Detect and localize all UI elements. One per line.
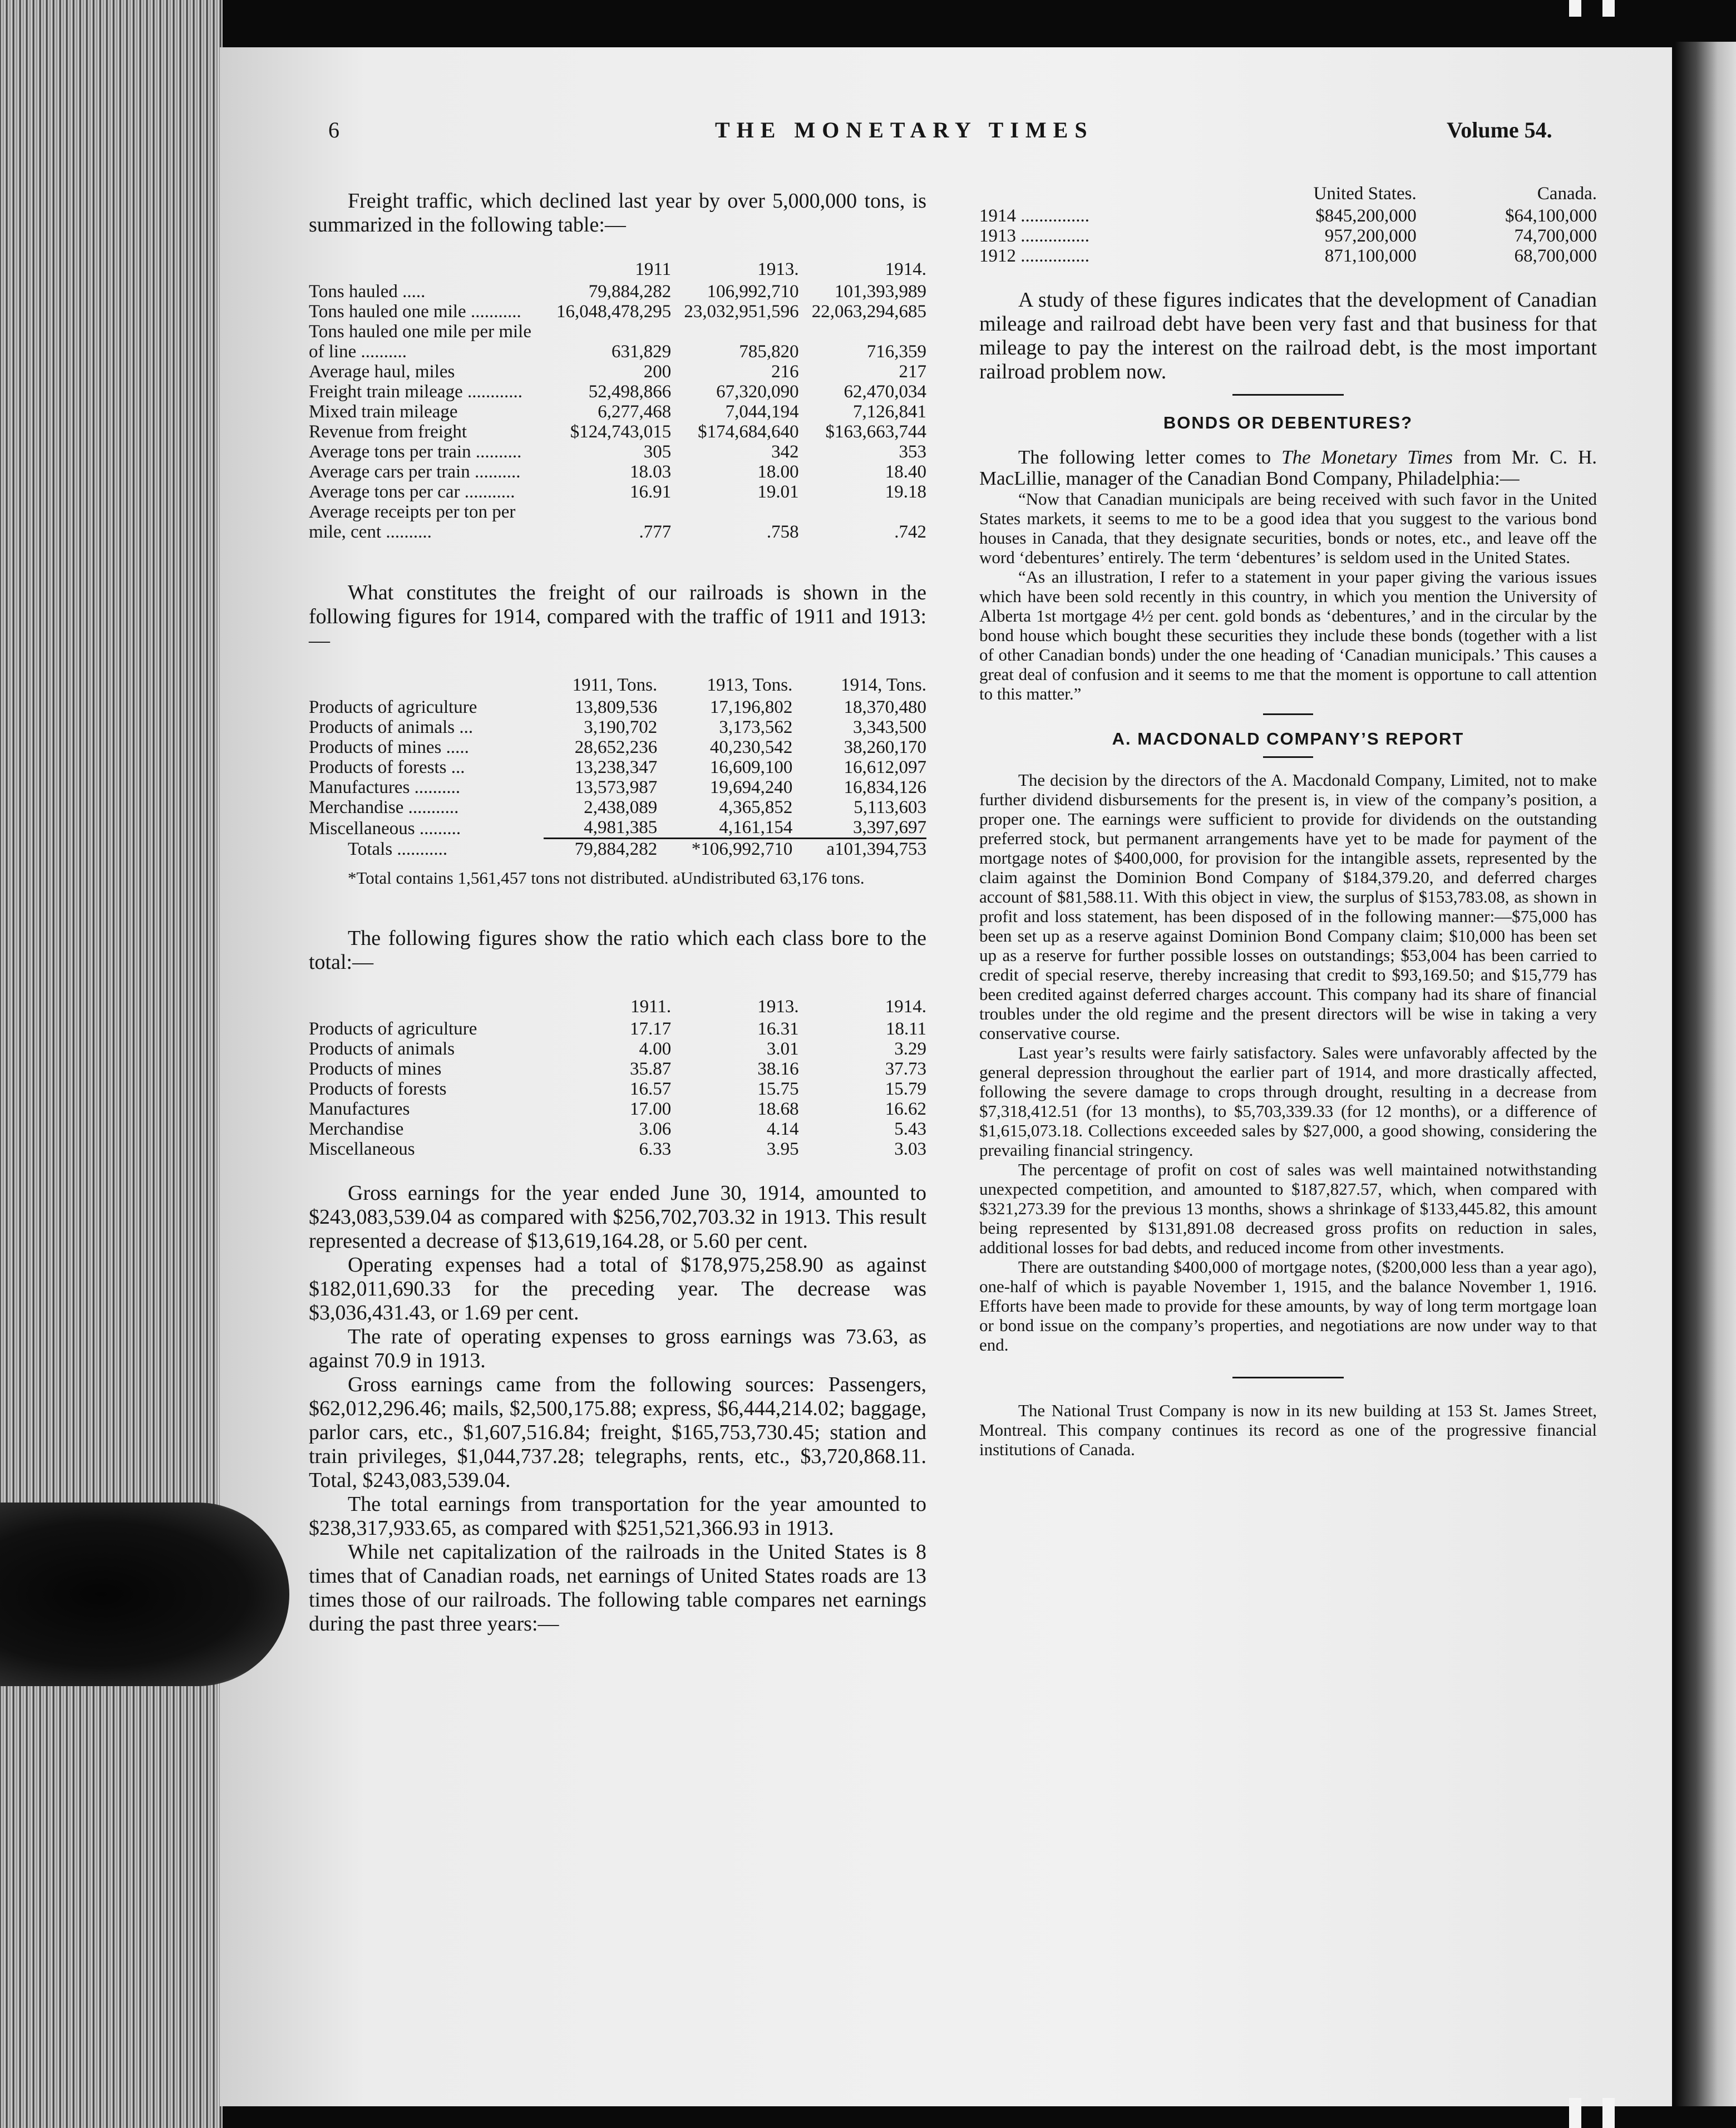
cell-value: 16.57 [629,1079,672,1099]
column-header: United States. [1313,184,1417,204]
body-paragraph: Gross earnings for the year ended June 30, 1914, amounted to $243,083,539.04 as compared with $256,702,703.32 in 1913. This result represented a decrease of $13,619,164.28, or 5.60 per cent. [309,1181,926,1253]
right-column [979,184,1597,1459]
report-paragraph: Last year’s results were fairly satisfactory. Sales were unfavorably affected by the general depression throughout the earlier part of 1914, and more drastically affected, following the severe damage to crops through drought, resulting in a decrease from $7,318,412.51 (for 13 months), to $5,703,339.33 (for 12 months), or a difference of $1,615,073.18. Collections exceeded sales by $27,000, a good showing, considering the prevailing financial stringency. [979,1043,1597,1160]
table-row [979,226,1597,246]
column-header: 1913, Tons. [707,675,793,695]
cell-value: $174,684,640 [698,422,799,442]
book-spine-edge [0,0,223,2128]
row-label: Products of mines [309,1059,442,1079]
cell-value: 216 [771,362,799,382]
cell-value: 3.01 [766,1039,799,1059]
table-header-row [309,997,926,1019]
row-label: Miscellaneous [309,1139,415,1159]
cell-value: 4,161,154 [719,817,793,838]
film-mark [1569,2098,1581,2128]
scanner-thumb-shadow [0,1503,289,1686]
cell-value: 16.31 [757,1019,799,1039]
cell-value: $124,743,015 [570,422,672,442]
cell-value: 3.29 [894,1039,926,1059]
table-row [309,737,926,757]
cell-value: 342 [771,442,799,462]
cell-value: 217 [899,362,926,382]
row-label: Miscellaneous ......... [309,818,461,839]
cell-value: 3,343,500 [853,717,926,737]
cell-value: $163,663,744 [825,422,926,442]
cell-value: 40,230,542 [709,737,793,757]
cell-value: $64,100,000 [1505,206,1597,226]
cell-value: 15.79 [885,1079,926,1099]
column-header: 1914, Tons. [841,675,926,695]
row-label: Merchandise ........... [309,797,459,817]
row-label: Products of mines ..... [309,737,469,757]
row-label: Tons hauled ..... [309,282,426,302]
cell-value: 305 [643,442,672,462]
cell-value: 23,032,951,596 [684,302,799,322]
cell-value: 74,700,000 [1514,226,1597,246]
cell-value: 3,397,697 [853,817,926,838]
cell-value: 79,884,282 [588,282,672,302]
cell-value: 16,612,097 [844,757,926,777]
row-label: Manufactures [309,1099,410,1119]
row-label: Average cars per train .......... [309,462,521,482]
row-label: Manufactures .......... [309,777,461,797]
divider [1263,713,1313,715]
total-value: 79,884,282 [544,839,657,860]
cell-value: 3.03 [894,1139,926,1159]
cell-value: 2,438,089 [584,797,658,817]
cell-value: .758 [766,522,799,542]
cell-value: 17.00 [629,1099,672,1119]
trust-paragraph: The National Trust Company is now in its new building at 153 St. James Street, Montreal. This company continues its record as one of the progressive financial institutions of Canada. [979,1401,1597,1459]
cell-value: 68,700,000 [1514,246,1597,266]
table-row [309,1139,926,1159]
publication-name: The Monetary Times [1281,446,1453,468]
row-label: Tons hauled one mile ........... [309,302,521,322]
cell-value: 957,200,000 [1324,226,1417,246]
cell-value: .777 [639,522,672,542]
cell-value: 17,196,802 [709,697,793,717]
cell-value: 101,393,989 [835,282,926,302]
cell-value: 785,820 [739,342,799,362]
traffic-table [309,259,926,542]
cell-value: 716,359 [866,342,926,362]
report-paragraph: The percentage of profit on cost of sales was well maintained notwithstanding unexpected competition, and amounted to $187,827.57, which, when compared with $321,273.39 for the previous 13 months, shows a shrinkage of $133,445.82, this amount being represented by $131,891.08 decreased gross profits on reduction in sales, additional losses for bad debts, and reduced income from other investments. [979,1160,1597,1257]
body-paragraph: The rate of operating expenses to gross earnings was 73.63, as against 70.9 in 1913. [309,1325,926,1372]
table-row [979,206,1597,226]
column-header: 1911. [630,997,672,1017]
totals-row [309,839,926,860]
cell-value: 38.16 [757,1059,799,1079]
row-label: Merchandise [309,1119,404,1139]
letter-paragraph: “Now that Canadian municipals are being received with such favor in the United States markets, it seems to me to be a good idea that you suggest to the various bond houses in Canada, that they designate securities, bonds or notes, etc., and leave off the word ‘debentures’ entirely. The term ‘debentures’ is seldom used in the United States. [979,489,1597,567]
cell-value: 6,277,468 [598,402,672,422]
table-row [309,697,926,717]
cell-value: 16,834,126 [844,777,926,797]
body-paragraph: The total earnings from transportation for the year amounted to $238,317,933.65, as compared with $251,521,366.93 in 1913. [309,1492,926,1540]
facing-page-edge [1675,42,1736,2106]
table-row [309,402,926,422]
cell-value: 16,048,478,295 [556,302,672,322]
cell-value: 13,573,987 [574,777,658,797]
column-header: 1911 [635,259,672,279]
cell-value: 106,992,710 [707,282,799,302]
cell-value: 28,652,236 [574,737,658,757]
cell-value: 13,238,347 [574,757,658,777]
cell-value: 18.11 [885,1019,926,1039]
row-label: 1913 ............... [979,226,1089,246]
row-label: Average tons per car ........... [309,482,515,502]
cell-value: 19,694,240 [709,777,793,797]
cell-value: 35.87 [629,1059,672,1079]
divider [1263,756,1313,758]
column-header: 1913. [757,259,799,279]
cell-value: 3.06 [639,1119,672,1139]
cell-value: 18,370,480 [844,697,926,717]
row-label: Products of agriculture [309,697,477,717]
table-row [309,282,926,302]
intro-paragraph: Freight traffic, which declined last year by over 5,000,000 tons, is summarized in the following table:— [309,189,926,237]
row-label: Average receipts per ton per mile, cent .......... [309,502,516,542]
freight-table [309,675,926,859]
table-row [309,502,926,542]
table-row [309,1119,926,1139]
total-value: *106,992,710 [657,839,792,860]
row-label: Tons hauled one mile per mile of line .......... [309,322,531,362]
column-header: 1914. [885,997,926,1017]
total-value: a101,394,753 [792,839,926,860]
table-row [309,1039,926,1059]
table-row [309,797,926,817]
study-paragraph: A study of these figures indicates that the development of Canadian mileage and railroad debt have been very fast and that business for that mileage to pay the interest on the railroad debt, is the most important railroad problem now. [979,288,1597,383]
macdonald-heading: A. MACDONALD COMPANY’S REPORT [1112,729,1464,748]
column-header: 1913. [757,997,799,1017]
left-column [309,189,926,1636]
cell-value: 3,190,702 [584,717,658,737]
row-label: Average haul, miles [309,362,455,382]
cell-value: 353 [899,442,926,462]
cell-value: 16,609,100 [709,757,793,777]
net-earnings-table [979,184,1597,266]
cell-value: 7,126,841 [853,402,926,422]
table-row [309,462,926,482]
table-row [309,1079,926,1099]
page-number: 6 [328,117,339,142]
report-paragraph: The decision by the directors of the A. Macdonald Company, Limited, not to make further dividend disbursements for the present is, in view of the company’s position, a proper one. The earnings were sufficient to provide for dividends on the outstanding preferred stock, but permanent arrangements have yet to be made for payment of the mortgage notes of $400,000, for provision for the intangible assets, represented by the claim against the Dominion Bond Company of $184,379.20, and deferred charges account of $81,588.11. With this object in view, the surplus of $153,783.08, as shown in profit and loss statement, has been disposed of in the following manner:—$75,000 has been set up as a reserve against Dominion Bond Company claim; $10,000 has been set up as a reserve for further possible losses on outstandings; $53,004 has been carried to credit of special reserve, thereby increasing that credit to $93,169.50; and $15,779 has been credited against deferred charges account. This company had its share of financial troubles under the old regime and the present directors will be wise in taking a very conservative course. [979,770,1597,1043]
row-label: Average tons per train .......... [309,442,522,462]
cell-value: 15.75 [757,1079,799,1099]
table-row [309,1019,926,1039]
table-row [979,246,1597,266]
row-label: Products of forests [309,1079,447,1099]
body-paragraph: Operating expenses had a total of $178,975,258.90 as against $182,011,690.33 for the preceding year. The decrease was $3,036,431.43, or 1.69 per cent. [309,1253,926,1324]
cell-value: 18.68 [757,1099,799,1119]
freight-intro-paragraph: What constitutes the freight of our railroads is shown in the following figures for 1914, compared with the traffic of 1911 and 1913:— [309,581,926,652]
table-row [309,817,926,839]
column-header: 1911, Tons. [572,675,658,695]
divider [1232,1377,1344,1378]
cell-value: 38,260,170 [844,737,926,757]
cell-value: 18.03 [629,462,672,482]
row-label: Freight train mileage ............ [309,382,522,402]
table-row [309,442,926,462]
cell-value: 62,470,034 [844,382,926,402]
cell-value: 3,173,562 [719,717,793,737]
film-mark [1602,0,1615,17]
row-label: Products of animals ... [309,717,474,737]
cell-value: 19.18 [885,482,926,502]
ratio-intro-paragraph: The following figures show the ratio which each class bore to the total:— [309,927,926,974]
cell-value: 631,829 [611,342,672,362]
cell-value: 5,113,603 [854,797,926,817]
footnote: *Total contains 1,561,457 tons not distributed. aUndistributed 63,176 tons. [348,868,865,888]
row-label: 1912 ............... [979,246,1089,266]
film-mark [1602,2098,1615,2128]
cell-value: 16.91 [629,482,672,502]
row-label: Products of forests ... [309,757,465,777]
table-header-row [979,184,1597,206]
row-label: Products of agriculture [309,1019,477,1039]
cell-value: 200 [643,362,672,382]
table-header-row [309,259,926,282]
cell-value: 4.00 [639,1039,672,1059]
report-paragraph: There are outstanding $400,000 of mortgage notes, ($200,000 less than a year ago), one-half of which is payable November 1, 1915, and the balance November 1, 1916. Efforts have been made to provide for these amounts, by way of long term mortgage loan or bond issue on the company’s properties, and negotiations are now under way to that end. [979,1257,1597,1354]
cell-value: 18.40 [885,462,926,482]
cell-value: 4,981,385 [584,817,658,838]
left-body-text [309,1181,926,1636]
letter-paragraph: “As an illustration, I refer to a statement in your paper giving the various issues which have been sold recently in this country, in which you mention the University of Alberta 1st mortgage 4½ per cent. gold bonds as ‘debentures,’ and in the circular by the bond house which bought these securities they include these bonds (together with a list of other Canadian bonds) under the one heading of ‘Canadian municipals.’ This causes a great deal of confusion and it seems to me that the moment is opportune to call attention to this matter.” [979,567,1597,703]
table-row [309,757,926,777]
film-mark [1569,0,1581,17]
cell-value: 37.73 [885,1059,926,1079]
cell-value: 19.01 [757,482,799,502]
table-row [309,302,926,322]
cell-value: 4,365,852 [719,797,793,817]
table-header-row [309,675,926,697]
table-row [309,1099,926,1119]
row-label: 1914 ............... [979,206,1089,226]
cell-value: 7,044,194 [725,402,799,422]
body-paragraph: Gross earnings came from the following sources: Passengers, $62,012,296.46; mails, $2,500,175.88; express, $6,444,214.02; baggage, parlor cars, etc., $1,607,516.84; freight, $165,753,730.45; station and train privileges, $1,044,737.28; telegraphs, rents, etc., $3,720,868.11. Total, $243,083,539.04. [309,1373,926,1492]
cell-value: 4.14 [766,1119,799,1139]
bonds-intro-text: The following letter comes to [1018,446,1282,468]
cell-value: 22,063,294,685 [811,302,926,322]
table-row [309,382,926,402]
cell-value: 6.33 [639,1139,672,1159]
cell-value: 52,498,866 [588,382,672,402]
cell-value: .742 [894,522,926,542]
volume-label: Volume 54. [1447,117,1552,142]
cell-value: 17.17 [629,1019,672,1039]
row-label: Products of animals [309,1039,455,1059]
row-label: Mixed train mileage [309,402,458,422]
cell-value: 67,320,090 [716,382,799,402]
totals-label: Totals ........... [348,839,448,859]
table-row [309,1059,926,1079]
column-header: Canada. [1537,184,1597,204]
cell-value: 18.00 [757,462,799,482]
cell-value: 3.95 [766,1139,799,1159]
body-paragraph: While net capitalization of the railroads in the United States is 8 times that of Canadian roads, net earnings of United States roads are 13 times those of our railroads. The following table compares net earnings during the past three years:— [309,1540,926,1636]
cell-value: 16.62 [885,1099,926,1119]
table-row [309,717,926,737]
row-label: Revenue from freight [309,422,467,442]
table-row [309,422,926,442]
table-row [309,322,926,362]
cell-value: 5.43 [894,1119,926,1139]
cell-value: 13,809,536 [574,697,658,717]
divider [1232,394,1344,396]
column-header: 1914. [885,259,926,279]
bonds-intro [979,447,1597,489]
cell-value: 871,100,000 [1324,246,1417,266]
publication-title: THE MONETARY TIMES [715,117,1094,142]
table-row [309,362,926,382]
bonds-heading: BONDS OR DEBENTURES? [1163,413,1413,432]
cell-value: $845,200,000 [1315,206,1417,226]
table-row [309,777,926,797]
table-row [309,482,926,502]
bonds-intro-text: from Mr. C. H. MacLillie, manager of the Canadian Bond Company, Philadelphia:— [979,446,1597,489]
ratio-table [309,997,926,1159]
